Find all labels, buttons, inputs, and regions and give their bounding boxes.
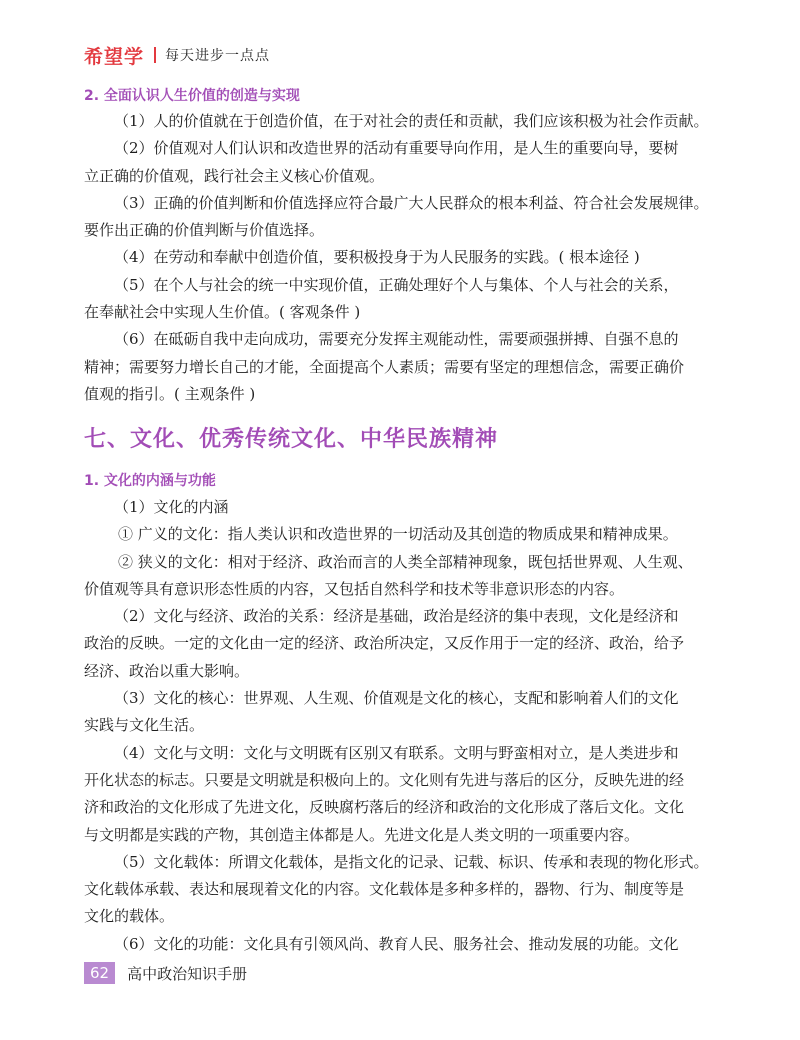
paragraph-line: 精神；需要努力增长自己的才能，全面提高个人素质；需要有坚定的理想信念，需要正确价 (84, 357, 685, 376)
paragraph-line: 经济、政治以重大影响。 (84, 661, 250, 680)
paragraph-line: （4）在劳动和奉献中创造价值，要积极投身于为人民服务的实践。( 根本途径 ) (114, 248, 640, 267)
paragraph-line: （4）文化与文明：文化与文明既有区别又有联系。文明与野蛮相对立，是人类进步和 (114, 743, 679, 762)
paragraph-line: 立正确的价值观，践行社会主义核心价值观。 (84, 166, 385, 185)
paragraph-line: 实践与文化生活。 (84, 716, 205, 735)
header-slogan: 每天进步一点点 (165, 48, 271, 64)
paragraph-line: 文化载体承载、表达和展现着文化的内容。文化载体是多种多样的，器物、行为、制度等是 (84, 880, 685, 899)
paragraph-line: （1）文化的内涵 (114, 498, 229, 516)
section-heading-value-creation: 2. 全面认识人生价值的创造与实现 (84, 88, 300, 104)
paragraph-line: （6）文化的功能：文化具有引领风尚、教育人民、服务社会、推动发展的功能。文化 (114, 934, 679, 953)
page-number: 62 (84, 962, 115, 984)
paragraph-line: 文化的载体。 (84, 907, 175, 926)
paragraph-line: （5）在个人与社会的统一中实现价值，正确处理好个人与集体、个人与社会的关系， (114, 275, 679, 294)
paragraph-line: 要作出正确的价值判断与价值选择。 (84, 221, 325, 240)
page-header (84, 42, 270, 68)
section-value-creation-body (84, 108, 720, 408)
paragraph-line: 政治的反映。一定的文化由一定的经济、政治所决定，又反作用于一定的经济、政治，给予 (84, 634, 685, 653)
paragraph-line: 济和政治的文化形成了先进文化，反映腐朽落后的经济和政治的文化形成了落后文化。文化 (84, 798, 685, 817)
paragraph-line: 在奉献社会中实现人生价值。( 客观条件 ) (84, 303, 361, 322)
chapter-title: 七、文化、优秀传统文化、中华民族精神 (84, 426, 499, 452)
paragraph-line: 值观的指引。( 主观条件 ) (84, 384, 256, 403)
paragraph-line: （3）文化的核心：世界观、人生观、价值观是文化的核心，支配和影响着人们的文化 (114, 689, 679, 708)
header-divider (154, 47, 156, 63)
brand-logo: 希望学 (84, 45, 145, 68)
paragraph-line: 开化状态的标志。只要是文明就是积极向上的。文化则有先进与落后的区分，反映先进的经 (84, 770, 685, 789)
paragraph-line: （6）在砥砺自我中走向成功，需要充分发挥主观能动性，需要顽强拼搏、自强不息的 (114, 330, 679, 349)
section-culture-body (84, 494, 720, 958)
paragraph-line: 与文明都是实践的产物，其创造主体都是人。先进文化是人类文明的一项重要内容。 (84, 825, 640, 844)
section-heading-culture: 1. 文化的内涵与功能 (84, 473, 216, 489)
paragraph-line: （2）文化与经济、政治的关系：经济是基础，政治是经济的集中表现，文化是经济和 (114, 607, 679, 626)
paragraph-line: 价值观等具有意识形态性质的内容，又包括自然科学和技术等非意识形态的内容。 (84, 579, 625, 598)
paragraph-line: （3）正确的价值判断和价值选择应符合最广大人民群众的根本利益、符合社会发展规律。 (114, 193, 709, 212)
page-footer (84, 960, 247, 986)
paragraph-line: ② 狭义的文化：相对于经济、政治而言的人类全部精神现象，既包括世界观、人生观、 (118, 552, 693, 571)
paragraph-line: （5）文化载体：所谓文化载体，是指文化的记录、记载、标识、传承和表现的物化形式。 (114, 852, 709, 871)
paragraph-line: （2）价值观对人们认识和改造世界的活动有重要导向作用，是人生的重要向导，要树 (114, 139, 679, 158)
paragraph-line: ① 广义的文化：指人类认识和改造世界的一切活动及其创造的物质成果和精神成果。 (118, 525, 678, 544)
paragraph-line: （1）人的价值就在于创造价值，在于对社会的责任和贡献，我们应该积极为社会作贡献。 (114, 112, 709, 130)
book-title: 高中政治知识手册 (127, 964, 248, 983)
